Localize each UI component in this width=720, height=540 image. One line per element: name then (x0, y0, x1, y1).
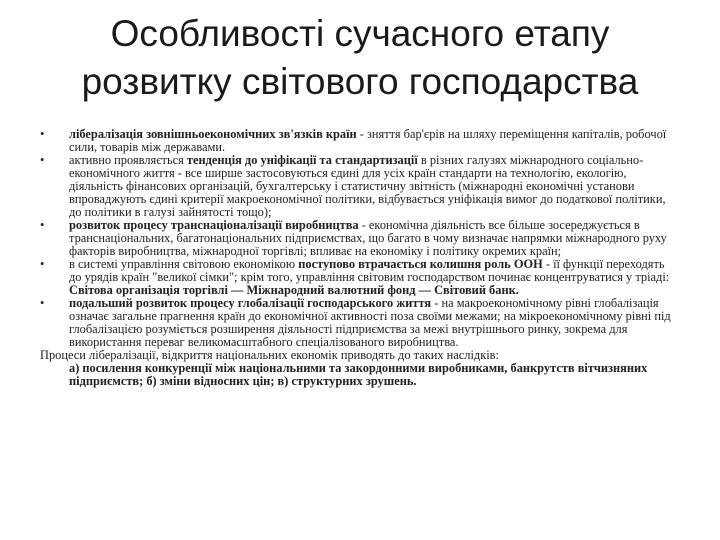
slide-title (20, 10, 700, 106)
bullet-item-globalization (40, 297, 676, 349)
bullet-bold-text: поступово втрачається колишня роль ООН (298, 257, 543, 271)
bullet-bold-text: розвиток процесу транснаціоналізації виробництва (69, 218, 359, 232)
bullet-item-liberalization (40, 128, 676, 154)
bullet-text (69, 219, 676, 258)
slide-content (40, 128, 676, 388)
bullet-pre-text: в системі управління світовою економікою (69, 257, 299, 271)
bullet-item-un-role (40, 258, 676, 297)
bullet-rest-text: - зняття бар'єрів на шляху переміщення капіталів, робочої сили, товарів між державами. (69, 127, 667, 154)
bullet-dot: • (40, 218, 45, 232)
bullet-item-transnationalization (40, 219, 676, 258)
bullet-rest-text: в різних галузях міжнародного соціально-економічного життя - все ширше застосовуються єдині для усіх країн стандарти на технологію, екологію, діяльність фінансових організацій, бухгалтерську і статистичну звітність (міжнародні економічні установи впроваджують єдині критерії макроекономічної політики, відбувається уніфікація вимог до податкової політики, до політики в галузі зайнятості тощо); (69, 153, 666, 219)
bullet-pre-text: активно проявляється (69, 153, 187, 167)
bullet-mid-text: - її функції переходять до урядів країн "великої сімки"; крім того, управління світовим господарством починає концентруватися у тріаді: (69, 257, 670, 284)
conclusion-body: а) посилення конкуренції між національними та закордонними виробниками, банкрутств вітчизняних підприємств; б) зміни відносних цін; в) структурних зрушень. (69, 361, 648, 388)
slide-title-line-2: розвитку світового господарства (81, 61, 639, 102)
conclusion-lead: Процеси лібералізації, відкриття національних економік приводять до таких наслідків: (40, 348, 499, 362)
bullet-text (69, 128, 676, 154)
bullet-item-standardization (40, 154, 676, 219)
bullet-text (69, 297, 676, 349)
bullet-dot: • (40, 296, 45, 310)
bullet-dot: • (40, 127, 45, 141)
bullet-dot: • (40, 153, 45, 167)
slide-title-line-1: Особливості сучасного етапу (110, 13, 610, 54)
bullet-text (69, 258, 676, 297)
bullet-bold-text: лібералізація зовнішньоекономічних зв'язків країн (69, 127, 357, 141)
bullet-text (69, 154, 676, 219)
bullet-bold-text-2: Світова організація торгівлі — Міжнародний валютний фонд — Світовий банк. (69, 283, 519, 297)
bullet-dot: • (40, 257, 45, 271)
bullet-bold-text: тенденція до уніфікації та стандартизації (186, 153, 418, 167)
bullet-bold-text: подальший розвиток процесу глобалізації господарського життя (69, 296, 432, 310)
bullet-rest-text: - на макроекономічному рівні глобалізація означає загальне прагнення країн до економічної активності поза своїми межами; на мікроекономічному рівні під глобалізацією розуміється розширення діяльності підприємства за межі внутрішнього ринку, зокрема для використання переваг великомасштабного спеціалізованого виробництва. (69, 296, 671, 349)
bullet-rest-text: - економічна діяльність все більше зосереджується в транснаціональних, багатонаціональних підприємствах, що багато в чому визначає напрямки міжнародного руху факторів виробництва, міжнародної торгівлі; впливає на економіку і політику окремих країн; (69, 218, 667, 258)
